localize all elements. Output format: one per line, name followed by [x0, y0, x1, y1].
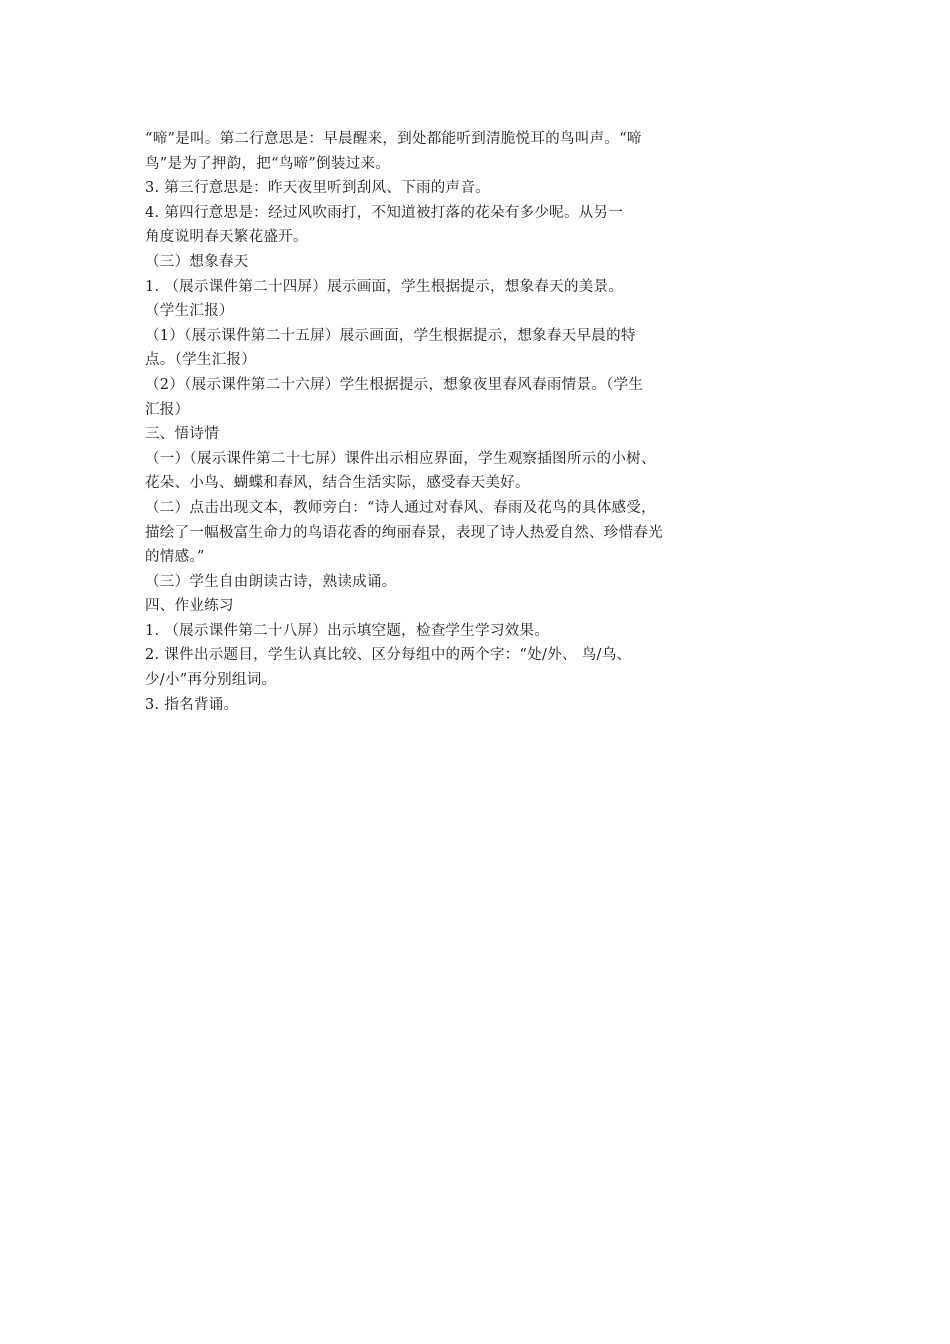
- text-line: 汇报）: [145, 401, 190, 418]
- text-line: （一）（展示课件第二十七屏）课件出示相应界面，学生观察插图所示的小树、: [145, 450, 656, 467]
- text-line: “啼”是叫。第二行意思是：早晨醒来，到处都能听到清脆悦耳的鸟叫声。“啼: [145, 131, 642, 147]
- text-line: 1. （展示课件第二十四屏）展示画面，学生根据提示，想象春天的美景。: [145, 278, 624, 295]
- text-line: 花朵、小鸟、蝴蝶和春风，结合生活实际，感受春天美好。: [145, 475, 530, 492]
- text-line: 3. 第三行意思是：昨天夜里听到刮风、下雨的声音。: [145, 180, 490, 197]
- document-body: [145, 127, 745, 717]
- section-heading: 三、悟诗情: [145, 426, 219, 443]
- text-line: 的情感。”: [145, 549, 205, 566]
- section-heading: （三）想象春天: [145, 253, 249, 270]
- text-line: （三）学生自由朗读古诗，熟读成诵。: [145, 573, 397, 590]
- text-line: 少/小”再分别组词。: [145, 672, 277, 689]
- text-line: 4. 第四行意思是：经过风吹雨打，不知道被打落的花朵有多少呢。从另一: [145, 204, 624, 221]
- text-line: 描绘了一幅极富生命力的鸟语花香的绚丽春景，表现了诗人热爱自然、珍惜春光: [145, 524, 663, 541]
- text-line: 3. 指名背诵。: [145, 696, 239, 713]
- text-line: 1. （展示课件第二十八屏）出示填空题，检查学生学习效果。: [145, 622, 550, 639]
- text-line: 点。（学生汇报）: [145, 352, 257, 369]
- text-line: 2. 课件出示题目，学生认真比较、区分每组中的两个字：“处/外、 鸟/乌、: [145, 647, 632, 664]
- text-line: 鸟”是为了押韵，把“鸟啼”倒装过来。: [145, 155, 391, 172]
- text-line: （二）点击出现文本，教师旁白：“诗人通过对春风、春雨及花鸟的具体感受，: [145, 499, 656, 516]
- text-line: 角度说明春天繁花盛开。: [145, 229, 308, 246]
- text-line: （2）（展示课件第二十六屏）学生根据提示，想象夜里春风春雨情景。（学生: [145, 376, 644, 393]
- text-line: （1）（展示课件第二十五屏）展示画面，学生根据提示，想象春天早晨的特: [145, 327, 636, 344]
- section-heading: 四、作业练习: [145, 598, 234, 615]
- text-line: （学生汇报）: [145, 303, 234, 320]
